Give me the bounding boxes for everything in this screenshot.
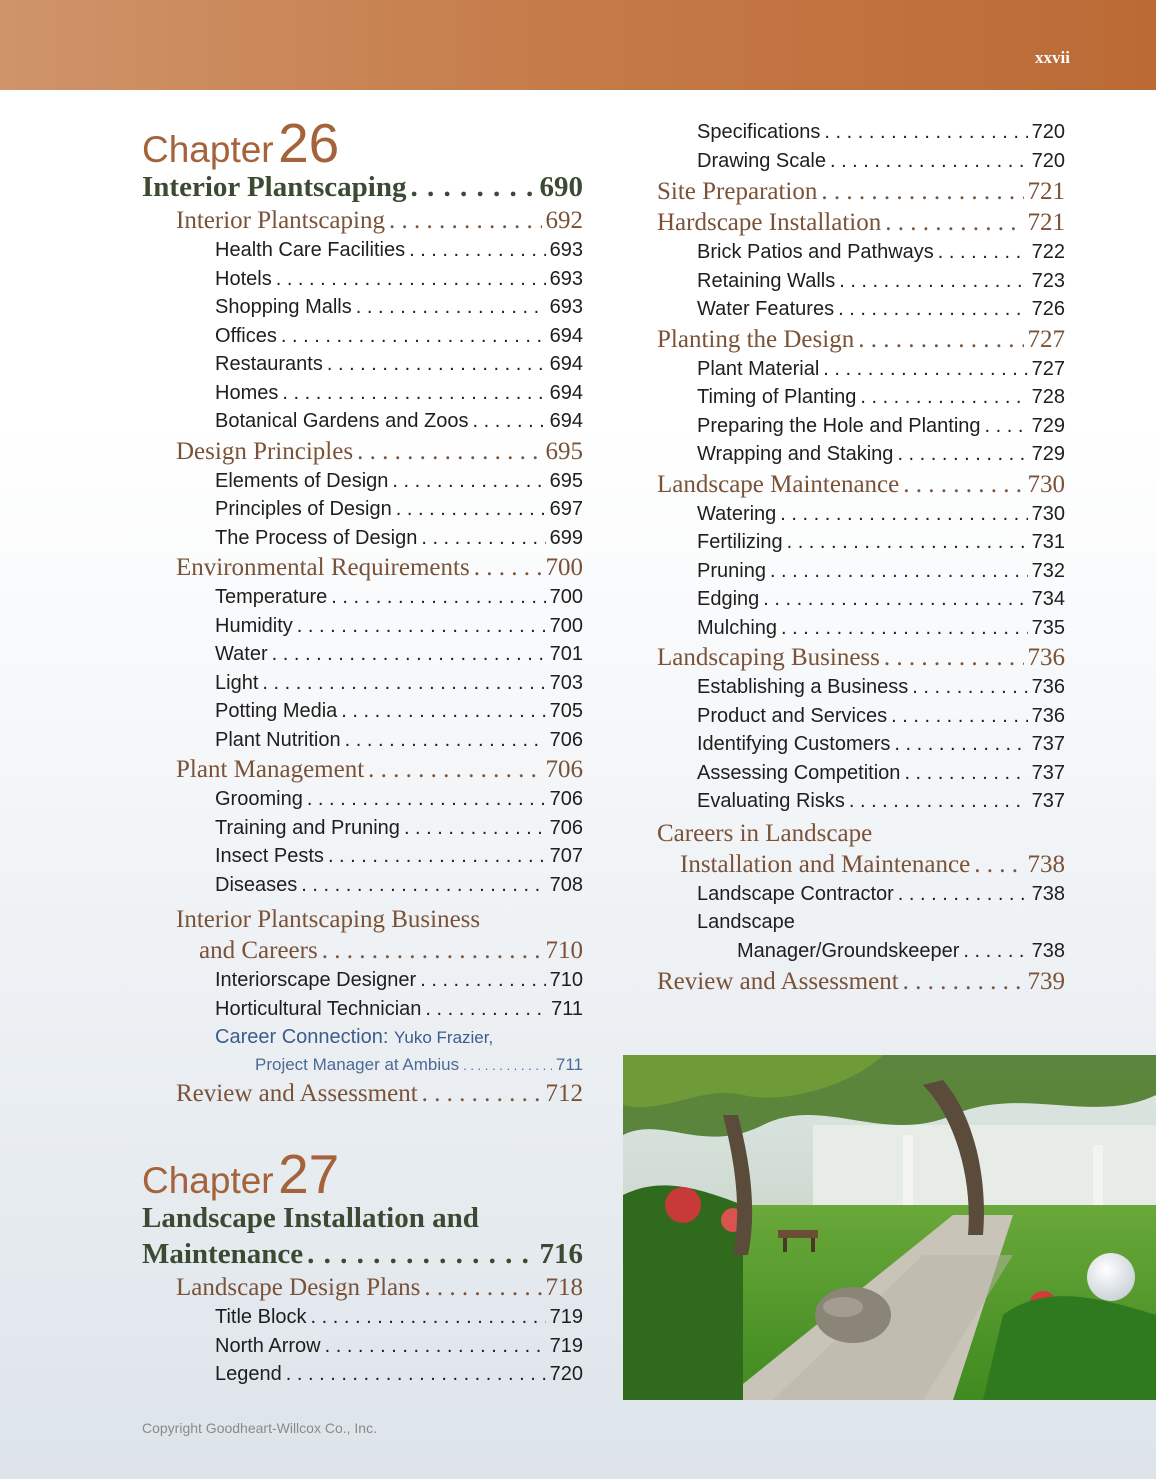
toc-item[interactable]: Diseases . . . 708 — [215, 871, 583, 900]
toc-item[interactable]: Mulching . . . 735 — [697, 614, 1065, 643]
toc-item[interactable]: Product and Services . . . 736 — [697, 702, 1065, 731]
toc-item[interactable]: Elements of Design . . . 695 — [215, 467, 583, 496]
toc-item[interactable]: Fertilizing . . . 731 — [697, 528, 1065, 557]
toc-section — [142, 205, 583, 436]
review-assessment-26[interactable]: Review and Assessment . . . 712 — [176, 1078, 583, 1109]
section-design-plans — [142, 1272, 583, 1389]
toc-item[interactable]: Humidity . . . 700 — [215, 612, 583, 641]
section-title[interactable]: Interior Plantscaping . . . 692 — [176, 205, 583, 236]
toc-item[interactable]: Water . . . 701 — [215, 640, 583, 669]
section-items — [657, 500, 1065, 643]
toc-item[interactable]: Edging . . . 734 — [697, 585, 1065, 614]
toc-item[interactable]: North Arrow . . . 719 — [215, 1332, 583, 1361]
toc-item[interactable]: Hotels . . . 693 — [215, 265, 583, 294]
toc-section — [142, 754, 583, 899]
toc-section — [657, 207, 1065, 324]
section-title[interactable]: Landscaping Business . . . 736 — [657, 642, 1065, 673]
section-items — [657, 118, 1065, 175]
toc-item[interactable]: Restaurants . . . 694 — [215, 350, 583, 379]
page-number: xxvii — [1035, 48, 1070, 67]
section-title-cont[interactable]: Installation and Maintenance . . . 738 — [657, 849, 1065, 880]
toc-item[interactable]: Horticultural Technician . . . 711 — [215, 995, 583, 1024]
toc-item[interactable]: Identifying Customers . . . 737 — [697, 730, 1065, 759]
section-title[interactable]: Design Principles . . . 695 — [176, 436, 583, 467]
toc-item[interactable]: Training and Pruning . . . 706 — [215, 814, 583, 843]
toc-section — [142, 436, 583, 553]
toc-item[interactable]: Establishing a Business . . . 736 — [697, 673, 1065, 702]
toc-item[interactable]: Insect Pests . . . 707 — [215, 842, 583, 871]
section-items — [176, 236, 583, 436]
career-role-row[interactable]: Project Manager at Ambius . . . 711 — [215, 1052, 583, 1079]
section-site-preparation[interactable]: Site Preparation . . . 721 — [657, 176, 1065, 207]
section-items — [176, 966, 583, 1023]
section-title[interactable]: Landscape Maintenance . . . 730 — [657, 469, 1065, 500]
section-items — [657, 355, 1065, 469]
toc-item[interactable]: Title Block . . . 719 — [215, 1303, 583, 1332]
review-assessment-27[interactable]: Review and Assessment . . . 739 — [657, 966, 1065, 997]
toc-item[interactable]: Retaining Walls . . . 723 — [697, 267, 1065, 296]
toc-item[interactable]: Timing of Planting . . . 728 — [697, 383, 1065, 412]
section-title[interactable]: Planting the Design . . . 727 — [657, 324, 1065, 355]
chapter-26-label: Chapter 26 — [142, 112, 340, 174]
toc-item[interactable]: Shopping Malls . . . 693 — [215, 293, 583, 322]
section-items — [657, 880, 1065, 966]
section-title[interactable]: Environmental Requirements . . . 700 — [176, 552, 583, 583]
toc-item[interactable]: Specifications . . . 720 — [697, 118, 1065, 147]
toc-item[interactable]: Wrapping and Staking . . . 729 — [697, 440, 1065, 469]
garden-illustration — [623, 1055, 1156, 1400]
toc-left-column — [142, 112, 583, 1389]
section-title[interactable]: Careers in Landscape — [657, 819, 873, 847]
section-title-cont[interactable]: and Careers . . . 710 — [176, 935, 583, 966]
toc-item[interactable]: Pruning . . . 732 — [697, 557, 1065, 586]
section-interior-business — [142, 905, 583, 1109]
copyright-notice: Copyright Goodheart-Willcox Co., Inc. — [142, 1420, 377, 1436]
chapter-27-title[interactable]: Landscape Installation and — [142, 1202, 479, 1234]
toc-item[interactable]: Interiorscape Designer . . . 710 — [215, 966, 583, 995]
toc-item[interactable]: Plant Nutrition . . . 706 — [215, 726, 583, 755]
toc-item[interactable]: Evaluating Risks . . . 737 — [697, 787, 1065, 816]
toc-item[interactable]: Legend . . . 720 — [215, 1360, 583, 1389]
toc-item[interactable]: Potting Media . . . 705 — [215, 697, 583, 726]
garden-photo — [623, 1055, 1156, 1400]
section-items — [176, 467, 583, 553]
toc-item-cont[interactable]: Manager/Groundskeeper . . . 738 — [697, 937, 1065, 966]
section-title[interactable]: Plant Management . . . 706 — [176, 754, 583, 785]
section-careers-landscape — [657, 819, 1065, 966]
toc-item[interactable]: Light . . . 703 — [215, 669, 583, 698]
toc-item[interactable]: Landscape Contractor . . . 738 — [697, 880, 1065, 909]
toc-item[interactable]: Homes . . . 694 — [215, 379, 583, 408]
toc-item[interactable]: Preparing the Hole and Planting . . . 729 — [697, 412, 1065, 441]
career-connection — [176, 1023, 583, 1079]
chapter-26-sections — [142, 205, 583, 899]
section-items — [657, 238, 1065, 324]
toc-item[interactable]: Water Features . . . 726 — [697, 295, 1065, 324]
section-title[interactable]: Interior Plantscaping Business — [176, 906, 481, 933]
toc-item[interactable]: Drawing Scale . . . 720 — [697, 147, 1065, 176]
toc-item[interactable]: Plant Material . . . 727 — [697, 355, 1065, 384]
toc-section — [657, 469, 1065, 643]
header-band — [0, 0, 1156, 90]
toc-item[interactable]: Offices . . . 694 — [215, 322, 583, 351]
chapter-27-sections — [657, 207, 1065, 816]
career-label: Career Connection: — [215, 1026, 389, 1048]
toc-section — [657, 324, 1065, 469]
toc-section — [657, 642, 1065, 816]
toc-right-column — [657, 118, 1065, 997]
toc-section — [142, 552, 583, 754]
toc-item[interactable]: Health Care Facilities . . . 693 — [215, 236, 583, 265]
career-name: Yuko Frazier, — [394, 1028, 494, 1047]
section-title[interactable]: Landscape Design Plans . . . 718 — [176, 1272, 583, 1303]
chapter-27-title-cont[interactable]: Maintenance . . . 716 — [142, 1236, 583, 1272]
toc-item[interactable]: The Process of Design . . . 699 — [215, 524, 583, 553]
section-title[interactable]: Hardscape Installation . . . 721 — [657, 207, 1065, 238]
toc-item[interactable]: Botanical Gardens and Zoos . . . 694 — [215, 407, 583, 436]
chapter-26-title[interactable]: Interior Plantscaping . . . 690 — [142, 169, 583, 205]
toc-item-label[interactable]: Landscape — [697, 911, 795, 933]
toc-item[interactable]: Grooming . . . 706 — [215, 785, 583, 814]
toc-item[interactable]: Assessing Competition . . . 737 — [697, 759, 1065, 788]
section-items — [176, 583, 583, 754]
toc-item[interactable]: Watering . . . 730 — [697, 500, 1065, 529]
section-items — [176, 1303, 583, 1389]
section-items — [176, 785, 583, 899]
toc-item[interactable]: Temperature . . . 700 — [215, 583, 583, 612]
toc-item[interactable]: Principles of Design . . . 697 — [215, 495, 583, 524]
section-items — [657, 673, 1065, 816]
chapter-27-label: Chapter 27 — [142, 1143, 340, 1205]
toc-item[interactable]: Brick Patios and Pathways . . . 722 — [697, 238, 1065, 267]
